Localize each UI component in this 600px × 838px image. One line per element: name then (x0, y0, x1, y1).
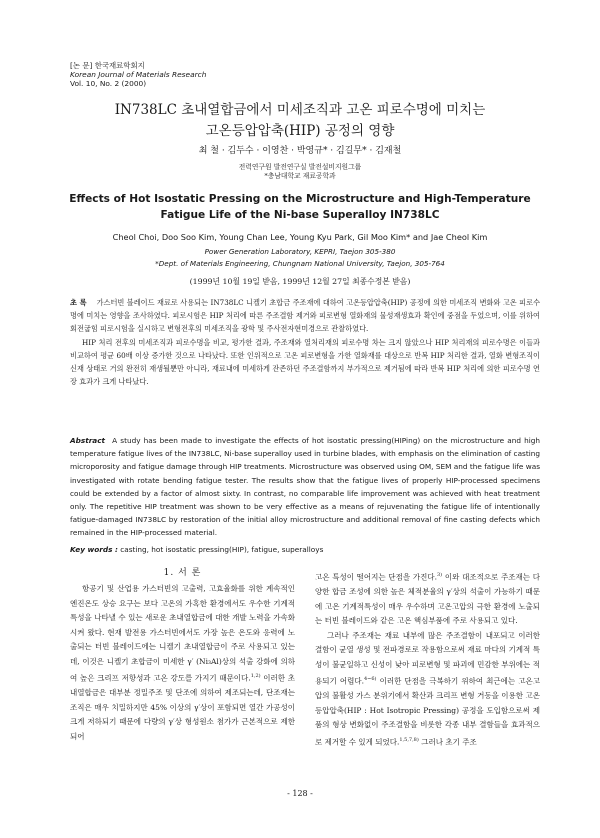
abstract-korean (70, 296, 540, 388)
title-english (0, 191, 600, 223)
abstract-en-text: A study has been made to investigate the effects of hot isostatic pressing(HIPing) on the microstructure and high temperature fatigue lives of the IN738LC, Ni-base superalloy used in turbine blades, with emphasis on the elimination of casting microporosity and fatigue damage through HIP treatments. Microstructure was observed using OM, SEM and the fatigue life was investigated with rotate bending fatigue tester. The results show that the fatigue lives of properly HIP-processed specimens could be extended by a factor of almost sixty. In contrast, no comparable life improvement was achieved with heat treatment only. The repetitive HIP treatment was shown to be very effective as a means of rejuvenating the fatigue life of intentionally fatigue-damaged IN738LC by restoration of the initial alloy microstructure and additional removal of fine casting defects which remained in the HIP-processed material. (70, 436, 541, 538)
page-number: - 128 - (287, 789, 313, 798)
affiliation-en-2: *Dept. of Materials Engineering, Chungnam National University, Taejon, 305-764 (155, 259, 445, 268)
title-korean-line2: 고온등압압축(HIP) 공정의 영향 (205, 123, 395, 139)
affiliation-ko-2: *충남대학교 재료공학과 (264, 172, 336, 180)
abstract-english (70, 434, 540, 540)
keywords-text: casting, hot isostatic pressing(HIP), fatigue, superalloys (120, 545, 324, 554)
journal-header (70, 61, 206, 88)
section-heading-introduction: 1. 서 론 (163, 568, 202, 578)
citation-ref: 1,5,7,8) (399, 736, 419, 743)
citation-ref: 1,2) (250, 673, 261, 679)
authors-english: Cheol Choi, Doo Soo Kim, Young Chan Lee, Young Kyu Park, Gil Moo Kim* and Jae Cheol Kim (112, 232, 488, 242)
citation-ref: 4~6) (363, 676, 377, 682)
intro-paragraph-1-cont: 이러한 초내열합금은 대부분 정밀주조 및 단조에 의하여 제조되는데, 단조재는 조직은 매우 치밀하지만 45% 이상의 γ′상이 포함되면 열간 가공성이 크게 저하되기 때문에 다량의 γ′상 형성원소 첨가가 근본적으로 제한되어 (70, 673, 295, 741)
abstract-ko-paragraph-1: 가스터빈 블레이드 재료로 사용되는 IN738LC 니켈기 초합금 주조재에 대하여 고온등압압축(HIP) 공정에 의한 미세조직 변화와 고온 피로수명에 미치는 영향을 조사하였다. 피로시험은 HIP 처리에 따른 주조결함 제거와 피로변형 열화재의 물성재생효과 확인에 중점을 두었으며, 이를 위하여 회전굽힘 피로시험을 실시하고 변형전후의 미세조직을 광학 및 주사전자현미경으로 관찰하였다. (70, 298, 541, 334)
journal-name-en: Korean Journal of Materials Research (70, 70, 207, 79)
title-korean-line1: IN738LC 초내열합금에서 미세조직과 고온 피로수명에 미치는 (114, 102, 486, 118)
authors-korean: 최 철 · 김두수 · 이영찬 · 박영규* · 김길무* · 김재철 (198, 146, 402, 156)
intro-paragraph-1-end: 고온 특성이 떨어지는 단점을 가진다. (315, 572, 437, 582)
affiliation-en-1: Power Generation Laboratory, KEPRI, Taejon 305-380 (204, 247, 396, 256)
received-dates: (1999년 10월 19일 받음, 1999년 12월 27일 최종수정본 받음) (189, 277, 411, 286)
intro-paragraph-2: 그러나 주조재는 재료 내부에 많은 주조결함이 내포되고 이러한 결함이 균열 생성 및 전파경로로 작용함으로써 재료 마다의 기계적 특성이 불균일하고 신성이 낮아 피로변형 및 파괴에 민감한 부위에는 적용되기 어렵다. (315, 630, 540, 686)
intro-paragraph-2-cont: 이러한 단점을 극복하기 위하여 최근에는 고온고압의 불활성 가스 분위기에서 확산과 크리프 변형 거동을 이용한 고온등압압축(HIP : Hot Isotropic Pressing) 공정을 도입함으로써 제품의 형상 변화없이 주조결함을 비롯한 각종 내부 결함들을 효과적으로 제거할 수 있게 되었다. (315, 676, 540, 746)
keywords-label: Key words : (70, 545, 118, 554)
abstract-ko-label: 초 록 (70, 298, 87, 307)
body-column-left (70, 582, 295, 744)
title-korean (0, 100, 600, 142)
intro-paragraph-1-end-cont: 이와 대조적으로 주조재는 다양한 합금 조성에 의한 높은 체적분율의 γ′상의 석출이 가능하기 때문에 고온 기계적특성이 매우 우수하며 고온고압의 극한 환경에 노출되는 터빈 블레이드와 같은 고온 핵심부품에 주로 사용되고 있다. (315, 572, 540, 625)
intro-paragraph-1: 항공기 및 산업용 가스터빈의 고출력, 고효율화를 위한 계속적인 엔진온도 상승 요구는 보다 고온의 가혹한 환경에서도 우수한 기계적 특성을 나타낼 수 있는 새로운 초내열합금에 대한 개발 노력을 가속화시켜 왔다. 현재 발전용 가스터빈에서도 가장 높은 온도와 응력에 노출되는 터빈 블레이드에는 니켈기 초내열합금이 주로 사용되고 있는데, 이것은 니켈기 초합금이 미세한 γ′ (Ni₃Al)상의 석출 강화에 의하여 높은 크리프 저항성과 고온 강도를 가지기 때문이다. (70, 584, 295, 683)
abstract-ko-paragraph-2: HIP 처리 전후의 미세조직과 피로수명을 비교, 평가한 결과, 주조재와 열처리재의 피로수명 차는 크지 않았으나 HIP 처리재의 피로수명은 이들과 비교하여 평균 60배 이상 증가한 것으로 나타났다. 또한 인위적으로 고온 피로변형을 가한 열화재를 대상으로 반복 HIP 처리한 결과, 열화 변형조직이 신재 상태로 거의 완전히 재생될뿐만 아니라, 재료내에 미세하게 잔존하던 주조결함까지 부가적으로 제거됨에 따라 반복 HIP 처리에 의한 피로수명 연장 효과가 크게 나타났다. (70, 337, 540, 387)
affiliations-english (0, 246, 600, 270)
journal-name-ko: [논 문] 한국재료학회지 (70, 61, 145, 70)
affiliations-korean (0, 163, 600, 181)
title-english-line2: Fatigue Life of the Ni-base Superalloy IN738LC (160, 209, 440, 221)
journal-volume: Vol. 10, No. 2 (2000) (70, 79, 147, 88)
abstract-en-label: Abstract (70, 436, 106, 445)
keywords (70, 544, 540, 556)
title-english-line1: Effects of Hot Isostatic Pressing on the Microstructure and High-Temperature (69, 193, 531, 205)
body-column-right (315, 568, 540, 750)
intro-paragraph-2-end: 그러나 초기 주조 (421, 737, 477, 746)
citation-ref: 3) (436, 572, 443, 578)
affiliation-ko-1: 전력연구원 발전연구실 발전설비지원그룹 (238, 163, 362, 171)
